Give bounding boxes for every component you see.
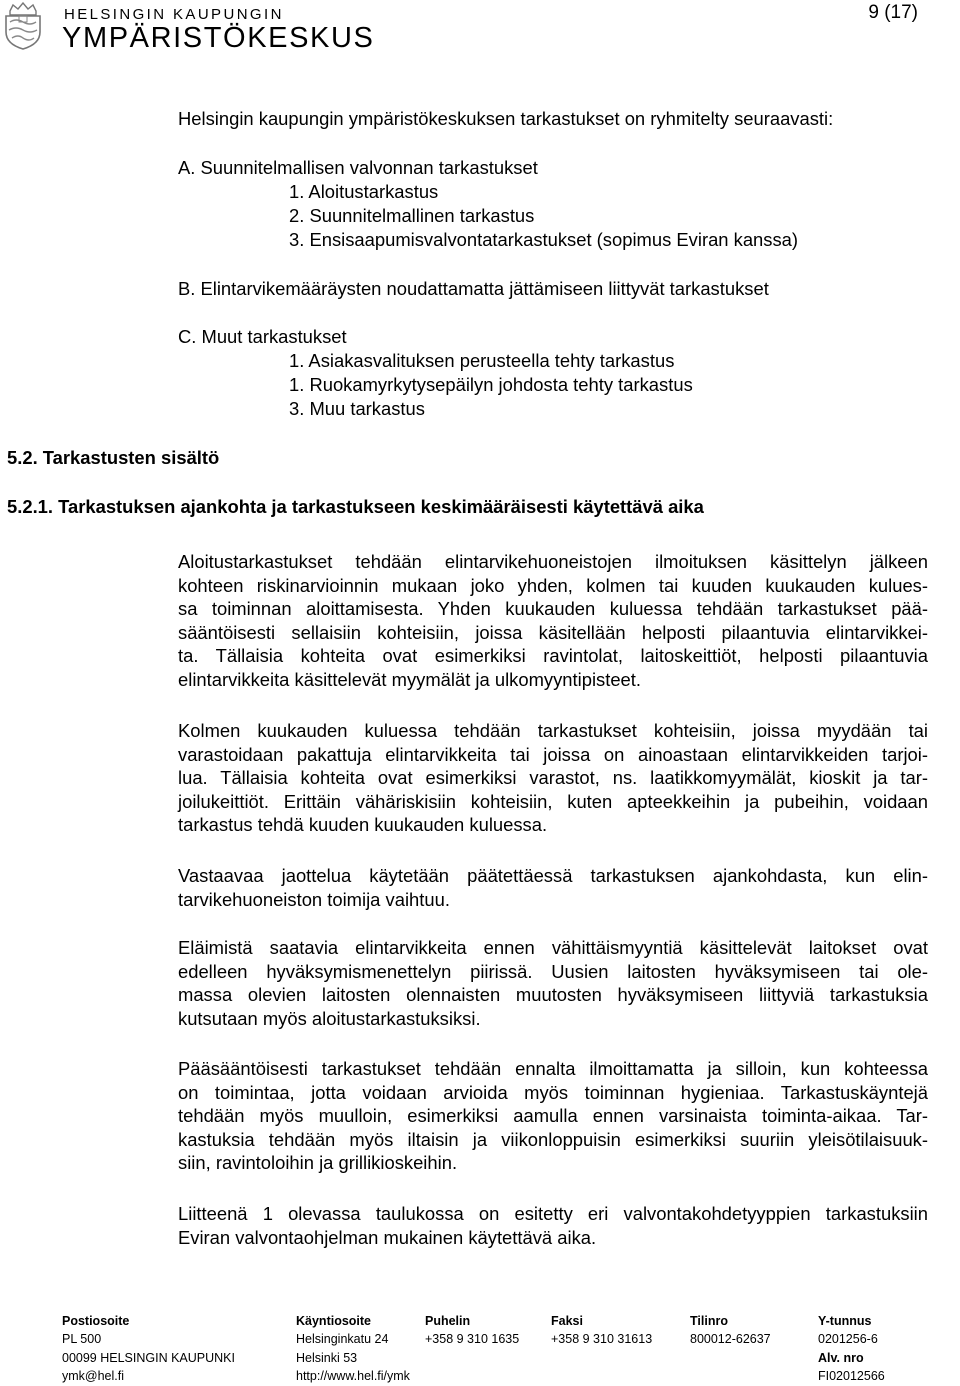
organization-name: HELSINGIN KAUPUNGIN bbox=[64, 6, 284, 23]
footer-label: Postiosoite bbox=[62, 1314, 130, 1328]
paragraph-line: sa toiminnan aloittamisesta. Yhden kuukauden kuluessa tehdään tarkastukset pää- bbox=[178, 598, 928, 620]
paragraph-line: ta. Tällaisia kohteita ovat esimerkiksi ravintolat, laitoskeittiöt, helposti pilaantuvia bbox=[178, 645, 928, 667]
footer-value: Helsinginkatu 24 bbox=[296, 1332, 389, 1347]
group-a-item: 1. Aloitustarkastus bbox=[289, 181, 439, 202]
paragraph-line: kutsutaan myös aloitustarkastuksiksi. bbox=[178, 1007, 481, 1029]
paragraph-6 bbox=[178, 1202, 928, 1249]
footer-fax bbox=[551, 1312, 652, 1349]
paragraph-line: tehdään myös muulloin, esimerkiksi aamulla ennen varsinaista toiminta-aikaa. Tar- bbox=[178, 1105, 928, 1127]
group-a-title: A. Suunnitelmallisen valvonnan tarkastukset bbox=[178, 157, 538, 178]
footer-email-link[interactable]: ymk@hel.fi bbox=[62, 1369, 125, 1384]
group-a-item: 3. Ensisaapumisvalvontatarkastukset (sopimus Eviran kanssa) bbox=[289, 229, 799, 250]
footer-label: Y-tunnus bbox=[818, 1314, 872, 1328]
paragraph-line: varastoidaan pakattuja elintarvikkeita tai joissa on ainoastaan elintarvikkeiden tarjoi- bbox=[178, 743, 928, 765]
intro-text: Helsingin kaupungin ympäristökeskuksen tarkastukset on ryhmitelty seuraavasti: bbox=[178, 108, 834, 129]
paragraph-line: Kolmen kuukauden kuluessa tehdään tarkastukset kohteisiin, joissa myydään tai bbox=[178, 720, 928, 741]
group-c-item: 3. Muu tarkastus bbox=[289, 398, 425, 419]
paragraph-4 bbox=[178, 936, 928, 1030]
paragraph-2 bbox=[178, 719, 928, 837]
footer-value: PL 500 bbox=[62, 1332, 102, 1347]
footer-vat-value: FI02012566 bbox=[818, 1369, 885, 1384]
group-c-title: C. Muut tarkastukset bbox=[178, 326, 347, 347]
paragraph-line: sääntöisesti sellaisiin kohteisiin, joissa käsitellään helposti pilaantuvia elintarvikkei- bbox=[178, 621, 928, 643]
footer-business-id bbox=[818, 1312, 885, 1386]
helsinki-crest-logo bbox=[2, 2, 44, 50]
paragraph-line: Liitteenä 1 olevassa taulukossa on esitetty eri valvontakohdetyyppien tarkastuksiin bbox=[178, 1203, 928, 1224]
group-c-item: 1. Ruokamyrkytysepäilyn johdosta tehty tarkastus bbox=[289, 374, 693, 395]
paragraph-line: kohteen riskinarvioinnin mukaan joko yhden, kolmen tai kuuden kuukauden kulues- bbox=[178, 574, 928, 596]
group-a-item: 2. Suunnitelmallinen tarkastus bbox=[289, 205, 535, 226]
footer-value: 00099 HELSINGIN KAUPUNKI bbox=[62, 1350, 235, 1365]
paragraph-line: Aloitustarkastukset tehdään elintarvikehuoneistojen ilmoituksen käsittelyn jälkeen bbox=[178, 551, 928, 572]
footer-vat-label: Alv. nro bbox=[818, 1350, 864, 1365]
section-heading: 5.2. Tarkastusten sisältö bbox=[7, 447, 220, 468]
subsection-heading: 5.2.1. Tarkastuksen ajankohta ja tarkastukseen keskimääräisesti käytettävä aika bbox=[7, 496, 704, 517]
paragraph-line: massa olevien laitosten olennaisten muutosten hyväksymiseen liittyviä tarkastuksia bbox=[178, 984, 928, 1006]
footer-value: +358 9 310 31613 bbox=[551, 1332, 653, 1347]
paragraph-line: kastuksia tehdään myös iltaisin ja viikonloppuisin esimerkiksi suuriin yleisötilaisuuk- bbox=[178, 1128, 928, 1150]
footer-label: Puhelin bbox=[425, 1314, 471, 1328]
paragraph-line: Vastaavaa jaottelua käytetään päätettäessä tarkastuksen ajankohdasta, kun elin- bbox=[178, 865, 928, 886]
paragraph-line: on toimintaa, jotta voidaan arvioida myös toiminnan hygieniaa. Tarkastuskäyntejä bbox=[178, 1081, 928, 1103]
footer-value: Helsinki 53 bbox=[296, 1350, 358, 1365]
paragraph-1 bbox=[178, 550, 928, 692]
footer-label: Käyntiosoite bbox=[296, 1314, 372, 1328]
department-name: YMPÄRISTÖKESKUS bbox=[62, 22, 375, 54]
footer-website-link[interactable]: http://www.hel.fi/ymk bbox=[296, 1369, 410, 1384]
paragraph-line: elintarvikkeita käsittelevät myymälät ja ulkomyyntipisteet. bbox=[178, 668, 642, 690]
group-c-item: 1. Asiakasvalituksen perusteella tehty tarkastus bbox=[289, 350, 675, 371]
footer-visiting bbox=[296, 1312, 410, 1386]
paragraph-line: Pääsääntöisesti tarkastukset tehdään ennalta ilmoittamatta ja silloin, kun kohteessa bbox=[178, 1058, 928, 1079]
paragraph-5 bbox=[178, 1057, 928, 1175]
paragraph-line: edelleen hyväksymismenettelyn piirissä. Uusien laitosten hyväksymiseen tai ole- bbox=[178, 960, 928, 982]
footer-value: 800012-62637 bbox=[690, 1332, 771, 1347]
footer-phone bbox=[425, 1312, 519, 1349]
paragraph-line: Eviran valvontaohjelman mukainen käytettävä aika. bbox=[178, 1226, 597, 1248]
footer-value: +358 9 310 1635 bbox=[425, 1332, 520, 1347]
footer-postal bbox=[62, 1312, 235, 1386]
group-b-title: B. Elintarvikemääräysten noudattamatta jättämiseen liittyvät tarkastukset bbox=[178, 278, 769, 299]
paragraph-line: Eläimistä saatavia elintarvikkeita ennen vähittäismyyntiä käsittelevät laitokset ovat bbox=[178, 937, 928, 958]
paragraph-line: joilukeittiöt. Erittäin vähäriskisiin kohteisiin, kuten apteekkeihin ja pubeihin, voidaan bbox=[178, 790, 928, 812]
paragraph-line: tarvikehuoneiston toimija vaihtuu. bbox=[178, 888, 450, 910]
paragraph-line: tarkastus tehdä kuuden kuukauden kuluessa. bbox=[178, 814, 548, 836]
footer-value: 0201256-6 bbox=[818, 1332, 878, 1347]
paragraph-line: lua. Tällaisia kohteita ovat esimerkiksi varastot, ns. laatikkomyymälät, kioskit ja tar- bbox=[178, 767, 928, 789]
paragraph-3 bbox=[178, 864, 928, 911]
footer-label: Tilinro bbox=[690, 1314, 728, 1328]
footer-label: Faksi bbox=[551, 1314, 583, 1328]
paragraph-line: siin, ravintoloihin ja grillikioskeihin. bbox=[178, 1152, 458, 1174]
footer-account bbox=[690, 1312, 771, 1349]
page-number: 9 (17) bbox=[868, 2, 918, 23]
